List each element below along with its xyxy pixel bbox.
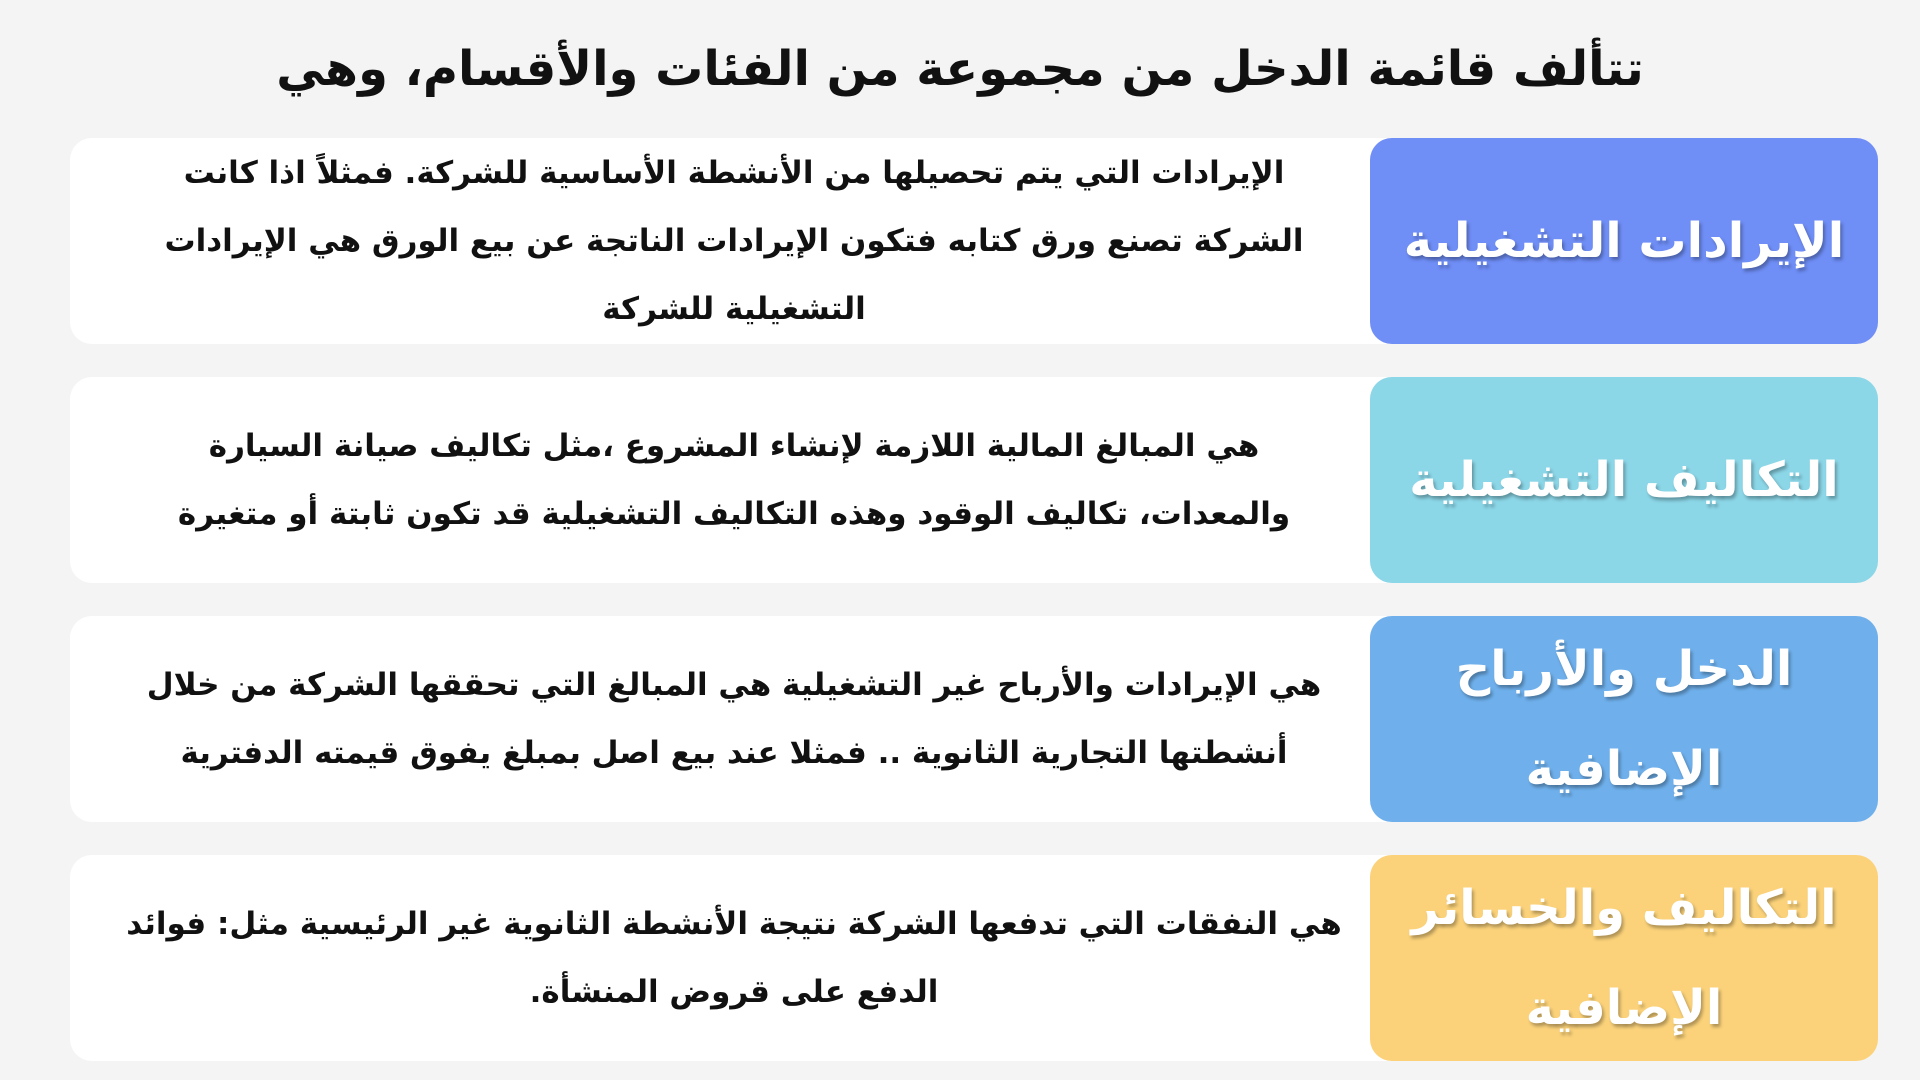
description-card (70, 377, 1410, 583)
category-label: التكاليف والخسائر الإضافية (1411, 880, 1837, 1036)
category-label-card (1370, 616, 1878, 822)
category-row-operating-revenue (70, 138, 1878, 344)
category-label-card (1370, 377, 1878, 583)
category-row-operating-costs (70, 377, 1878, 583)
category-label: الدخل والأرباح الإضافية (1455, 641, 1793, 797)
description-text: الإيرادات التي يتم تحصيلها من الأنشطة الأساسية للشركة. فمثلاً اذا كانت الشركة تصنع ورق كتابه فتكون الإيرادات الناتجة عن بيع الورق هي الإيرادات التشغيلية للشركة (164, 155, 1304, 327)
description-text: هي الإيرادات والأرباح غير التشغيلية هي المبالغ التي تحققها الشركة من خلال أنشطتها التجارية الثانوية .. فمثلا عند بيع اصل بمبلغ يفوق قيمته الدفترية (146, 667, 1322, 771)
category-row-additional-income (70, 616, 1878, 822)
category-label: التكاليف التشغيلية (1409, 452, 1839, 508)
description-text: هي النفقات التي تدفعها الشركة نتيجة الأنشطة الثانوية غير الرئيسية مثل: فوائد الدفع على قروض المنشأة. (126, 906, 1342, 1010)
category-label: الإيرادات التشغيلية (1403, 213, 1845, 269)
category-row-additional-costs (70, 855, 1878, 1061)
category-label-card (1370, 138, 1878, 344)
category-label-card (1370, 855, 1878, 1061)
description-text: هي المبالغ المالية اللازمة لإنشاء المشروع ،مثل تكاليف صيانة السيارة والمعدات، تكاليف الوقود وهذه التكاليف التشغيلية قد تكون ثابتة أو متغيرة (177, 428, 1291, 532)
description-card (70, 616, 1410, 822)
description-card (70, 855, 1410, 1061)
page-title: تتألف قائمة الدخل من مجموعة من الفئات والأقسام، وهي (276, 41, 1644, 97)
description-card (70, 138, 1410, 344)
